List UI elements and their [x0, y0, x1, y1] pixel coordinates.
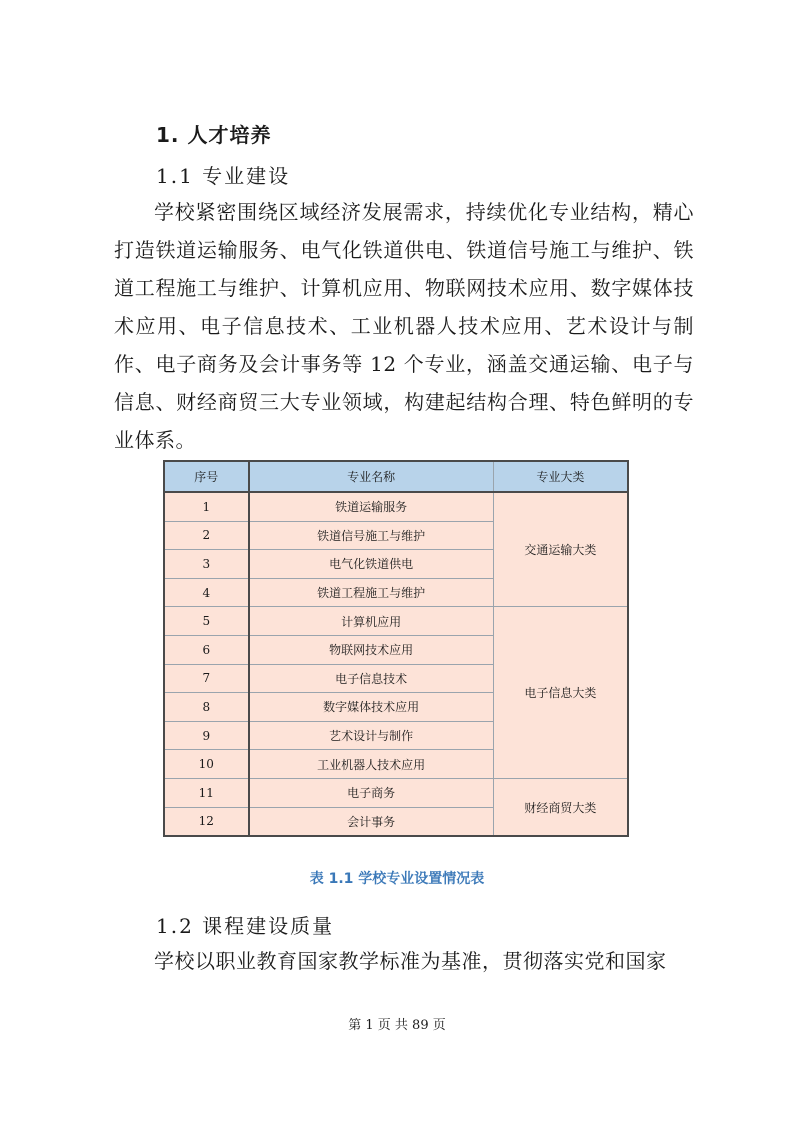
section-heading: 1. 人才培养 [156, 123, 272, 147]
row-major-name: 铁道信号施工与维护 [249, 521, 494, 550]
row-number: 6 [164, 635, 249, 664]
subsection-heading-2: 1.2 课程建设质量 [156, 914, 335, 938]
header-number: 序号 [164, 461, 249, 492]
row-number: 5 [164, 607, 249, 636]
row-number: 2 [164, 521, 249, 550]
subsection-heading-1: 1.1 专业建设 [156, 164, 291, 188]
row-major-name: 铁道运输服务 [249, 492, 494, 521]
row-major-name: 数字媒体技术应用 [249, 693, 494, 722]
row-major-name: 工业机器人技术应用 [249, 750, 494, 779]
table-row [164, 778, 628, 807]
row-number: 3 [164, 550, 249, 579]
table-row [164, 607, 628, 636]
page-footer: 第 1 页 共 89 页 [348, 1018, 446, 1033]
header-category: 专业大类 [493, 461, 628, 492]
row-number: 4 [164, 578, 249, 607]
row-number: 10 [164, 750, 249, 779]
row-number: 11 [164, 778, 249, 807]
row-number: 8 [164, 693, 249, 722]
header-major-name: 专业名称 [249, 461, 494, 492]
majors-table [163, 460, 629, 837]
row-number: 7 [164, 664, 249, 693]
row-number: 9 [164, 721, 249, 750]
row-major-name: 铁道工程施工与维护 [249, 578, 494, 607]
table-caption: 表 1.1 学校专业设置情况表 [309, 871, 485, 887]
category-cell: 财经商贸大类 [493, 778, 628, 836]
category-cell: 电子信息大类 [493, 607, 628, 779]
row-major-name: 艺术设计与制作 [249, 721, 494, 750]
body-paragraph-2: 学校以职业教育国家教学标准为基准，贯彻落实党和国家 [154, 949, 667, 973]
row-number: 12 [164, 807, 249, 836]
row-major-name: 会计事务 [249, 807, 494, 836]
row-major-name: 电子信息技术 [249, 664, 494, 693]
table-header-row [164, 461, 628, 492]
body-paragraph-1: 学校紧密围绕区域经济发展需求，持续优化专业结构，精心打造铁道运输服务、电气化铁道供电、铁道信号施工与维护、铁道工程施工与维护、计算机应用、物联网技术应用、数字媒体技术应用、电子信息技术、工业机器人技术应用、艺术设计与制作、电子商务及会计事务等 12 个专业，涵盖交通运输、电子与信息、财经商贸三大专业领域，构建起结构合理、特色鲜明的专业体系。 [114, 200, 694, 452]
row-major-name: 物联网技术应用 [249, 635, 494, 664]
row-major-name: 电子商务 [249, 778, 494, 807]
row-major-name: 电气化铁道供电 [249, 550, 494, 579]
row-number: 1 [164, 492, 249, 521]
table-row [164, 492, 628, 521]
category-cell: 交通运输大类 [493, 492, 628, 607]
row-major-name: 计算机应用 [249, 607, 494, 636]
